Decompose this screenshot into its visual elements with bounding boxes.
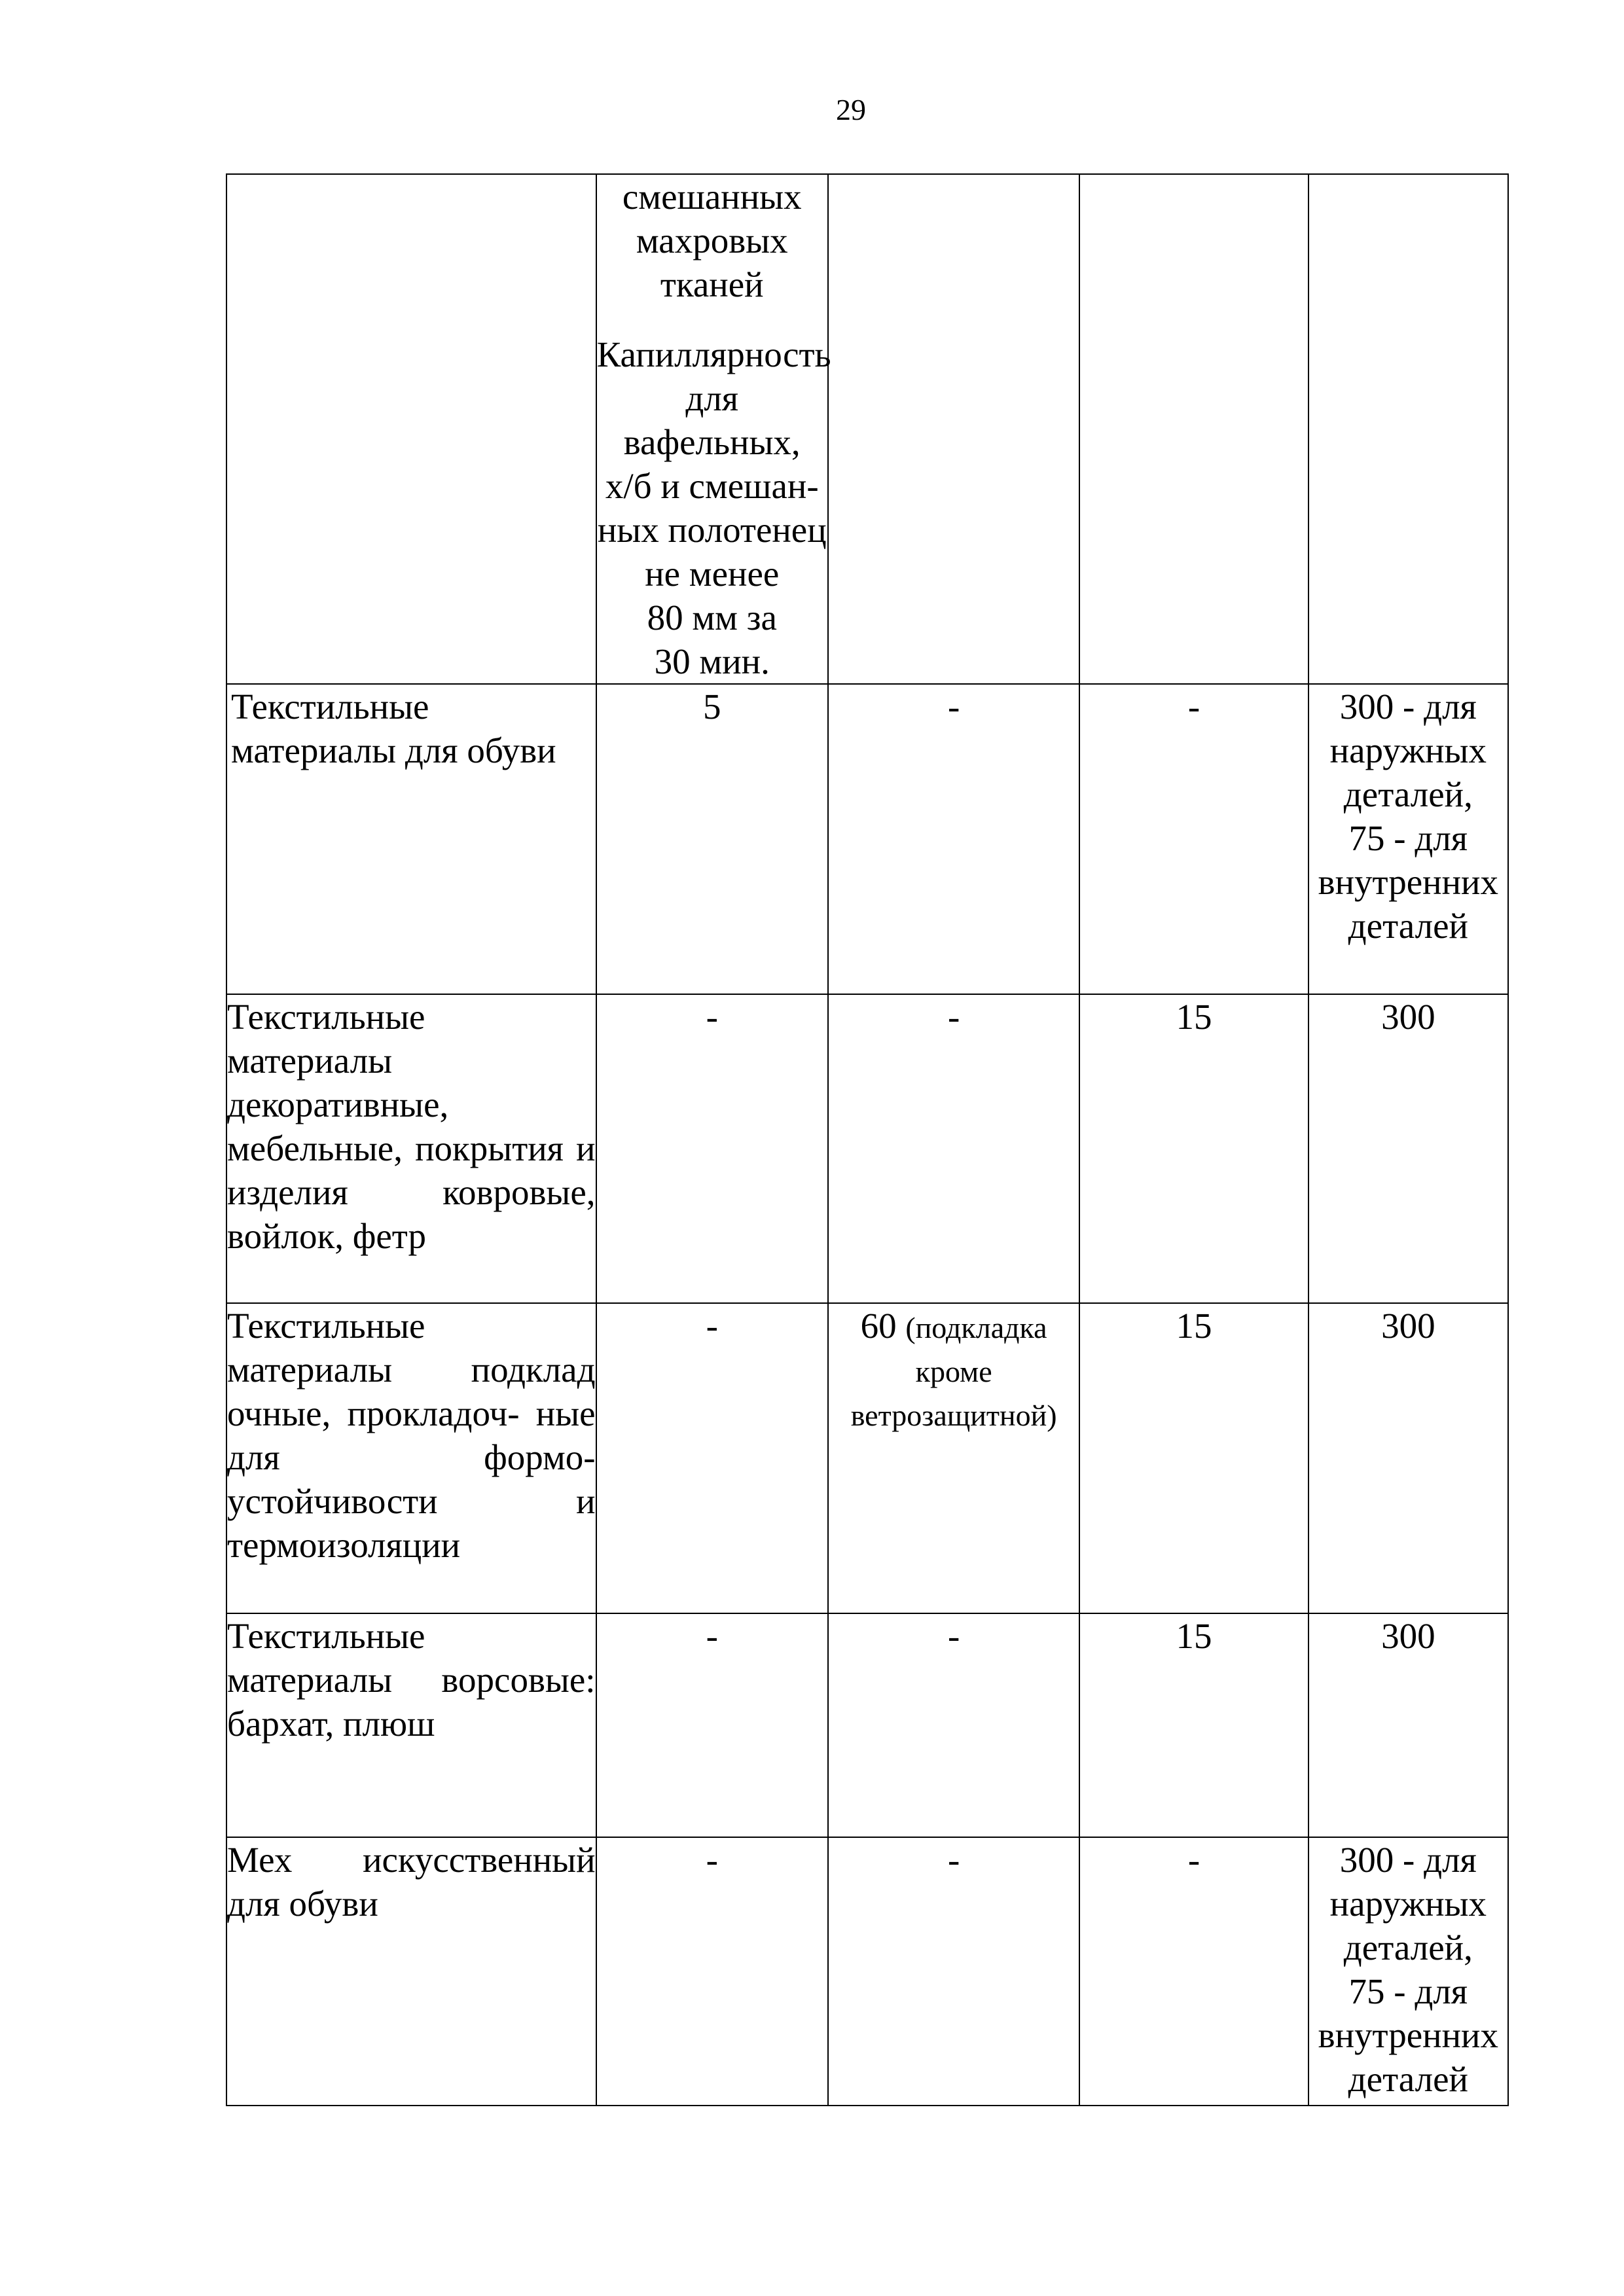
table-cell-value: - [596, 994, 828, 1303]
table-cell-value: - [828, 994, 1079, 1303]
table-cell-value: - [596, 1303, 828, 1613]
table-cell-value: - [1079, 684, 1308, 994]
table-cell-value: - [828, 684, 1079, 994]
table-cell-value: 300 [1308, 1303, 1508, 1613]
table-cell-value: - [828, 1613, 1079, 1837]
table-cell-value: - [596, 1613, 828, 1837]
table-cell-name [226, 174, 596, 684]
material-name: Текстильные материалы декоративные, мебельные, покрытия и изделия ковровые, войлок, фетр [226, 994, 596, 1303]
table-cell-value: - [1079, 1837, 1308, 2106]
requirements-table [226, 173, 1509, 2106]
table-cell [828, 174, 1079, 684]
table-cell-value: 15 [1079, 1303, 1308, 1613]
material-name: Текстильные материалы для обуви [226, 684, 596, 994]
table-cell [1308, 174, 1508, 684]
table-cell-value: 300 [1308, 1613, 1508, 1837]
table-cell [1079, 174, 1308, 684]
table-row [226, 174, 1508, 684]
table-cell-value: 15 [1079, 994, 1308, 1303]
table-cell-value: 60 (подкладка кроме ветрозащитной) [828, 1303, 1079, 1613]
table-cell-value: 300 - для наружных деталей, 75 - для внутренних деталей [1308, 1837, 1508, 2106]
table-cell-value: 300 [1308, 994, 1508, 1303]
table-cell-value: - [828, 1837, 1079, 2106]
table-row [226, 1837, 1508, 2106]
material-name: Текстильные материалы подклад очные, прокладоч- ные для формо- устойчивости и термоизоляции [226, 1303, 596, 1613]
material-name: Мех искусственный для обуви [226, 1837, 596, 2106]
table-row [226, 1303, 1508, 1613]
material-name: Текстильные материалы ворсовые: бархат, плюш [226, 1613, 596, 1837]
table-cell-continuation: смешанных махровых тканей Капиллярность для вафельных, х/б и смешан- ных полотенец не менее 80 мм за 30 мин. [596, 174, 828, 684]
table-row [226, 994, 1508, 1303]
table-row [226, 684, 1508, 994]
table-cell-value: 5 [596, 684, 828, 994]
page-number: 29 [836, 93, 866, 126]
table-cell-value: - [596, 1837, 828, 2106]
table-cell-value: 300 - для наружных деталей, 75 - для внутренних деталей [1308, 684, 1508, 994]
table-cell-value: 15 [1079, 1613, 1308, 1837]
table-row [226, 1613, 1508, 1837]
